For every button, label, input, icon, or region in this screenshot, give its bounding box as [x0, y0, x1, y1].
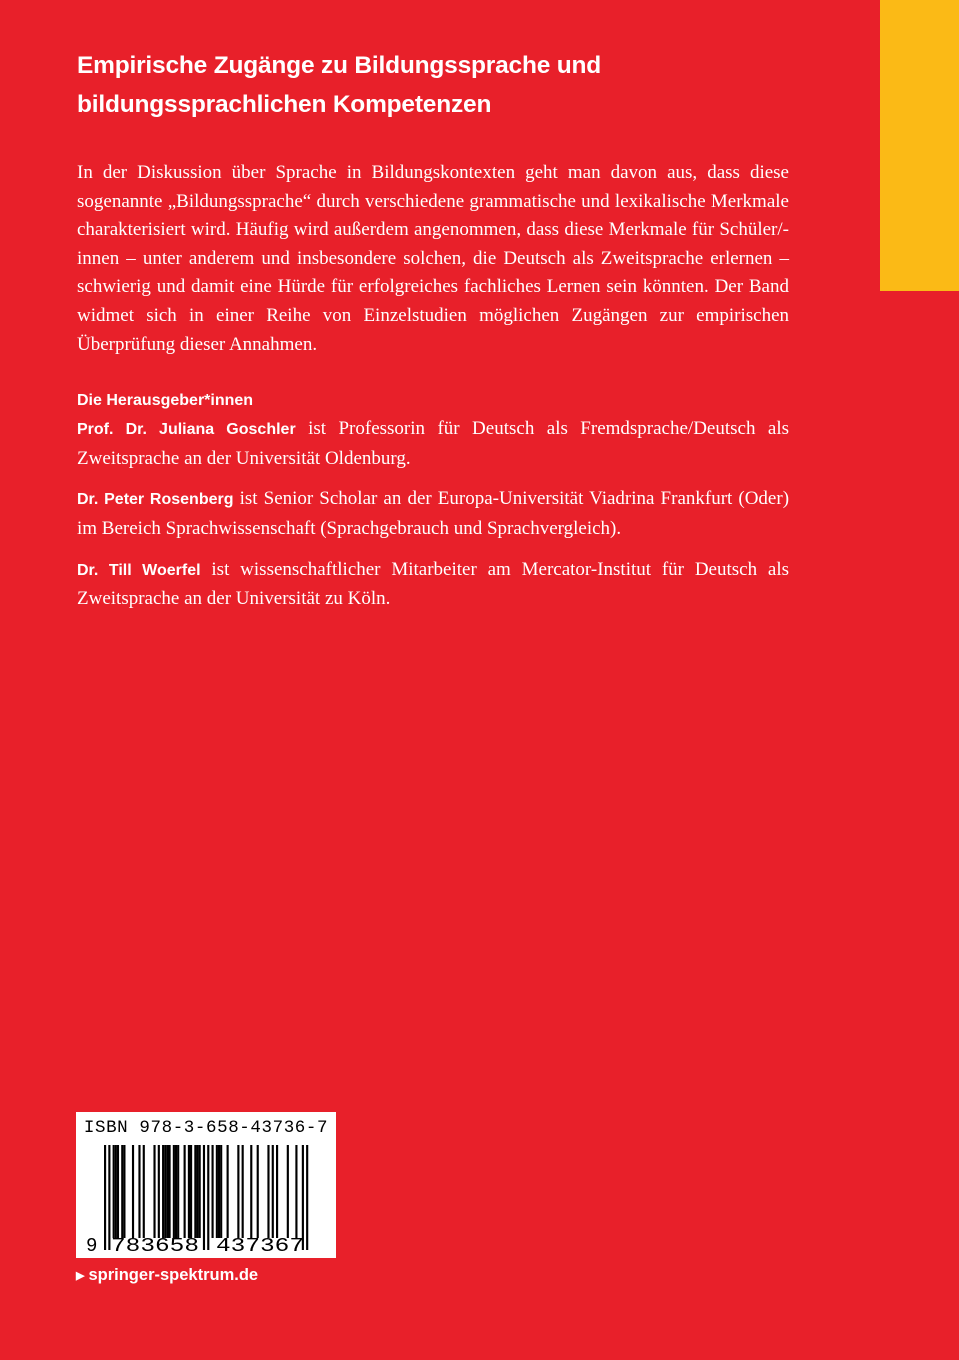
barcode-bar [138, 1145, 140, 1238]
triangle-right-icon: ▶ [76, 1270, 85, 1282]
barcode-bar [250, 1145, 252, 1238]
barcode-guard-bar [207, 1145, 209, 1250]
editors-heading: Die Herausgeber*innen [77, 392, 254, 410]
barcode-bar [295, 1145, 297, 1238]
book-title [77, 46, 789, 124]
website-link[interactable] [76, 1266, 258, 1285]
title-line-2: bildungssprachlichen Kompetenzen [77, 91, 492, 118]
barcode-first-digit: 9 [86, 1235, 98, 1257]
barcode-bar [184, 1145, 186, 1238]
barcode-bar [237, 1145, 239, 1238]
barcode-bar [194, 1145, 196, 1238]
yellow-accent-tab [880, 0, 959, 291]
isbn-label: ISBN 978-3-658-43736-7 [83, 1118, 329, 1138]
back-cover-text [77, 46, 789, 614]
editor-name: Dr. Till Woerfel [77, 561, 201, 579]
isbn-barcode [76, 1112, 336, 1258]
barcode-bar [123, 1145, 125, 1238]
website-url: springer-spektrum.de [88, 1266, 259, 1284]
editor-description: ist Professorin für Deutsch als Fremdsprache/Deutsch als Zweitsprache an der Universität Oldenburg. [77, 418, 789, 469]
barcode-bar [132, 1145, 134, 1238]
title-line-1: Empirische Zugänge zu Bildungssprache und [77, 52, 602, 79]
barcode-bar [166, 1145, 168, 1238]
barcode-bar [227, 1145, 229, 1238]
editor-bio [77, 485, 789, 543]
barcode-bar [162, 1145, 164, 1238]
barcode-guard-bar [203, 1145, 205, 1250]
editor-description: ist Senior Scholar an der Europa-Universität Viadrina Frankfurt (Oder) im Bereich Sprachwissenschaft (Sprachgebrauch und Sprachvergleich). [77, 488, 790, 539]
barcode-bar [287, 1145, 289, 1238]
barcode-bar [188, 1145, 190, 1238]
barcode-bar [175, 1145, 177, 1238]
barcode-bar [242, 1145, 244, 1238]
barcode-bar [113, 1145, 115, 1238]
editor-name: Prof. Dr. Juliana Goschler [77, 421, 296, 439]
barcode-bar [164, 1145, 166, 1238]
barcode-bar [117, 1145, 119, 1238]
barcode-guard-bar [104, 1145, 106, 1250]
barcode-bar [143, 1145, 145, 1238]
editor-description: ist wissenschaftlicher Mitarbeiter am Mercator-Institut für Deutsch als Zweitsprache an der Universität zu Köln. [77, 558, 790, 610]
barcode-bar [220, 1145, 222, 1238]
barcode-bar [276, 1145, 278, 1238]
barcode-guard-bar [306, 1145, 308, 1250]
barcode-bar [121, 1145, 123, 1238]
barcode-bar [272, 1145, 274, 1238]
barcode-bar [216, 1145, 218, 1238]
barcode-bar [158, 1145, 160, 1238]
barcode-bar [257, 1145, 259, 1238]
barcode-bar [177, 1145, 179, 1238]
barcode-right-digits: 437367 [216, 1235, 304, 1257]
barcode-bar [190, 1145, 192, 1238]
barcode-bar [169, 1145, 171, 1238]
editor-bio [77, 415, 789, 473]
blurb-paragraph: In der Diskussion über Sprache in Bildungskontexten geht man davon aus, dass diese sogenannte „Bildungssprache“ durch verschiedene grammatische und lexikalische Merkmale charakterisiert wird. Häufig wird außerdem angenommen, dass diese Merkmale für Schüler/-innen – unter anderem und insbesondere solchen, die Deutsch als Zweitsprache erlernen – schwierig und damit eine Hürde für erfolgreiches fachliches Lernen sein könnten. Der Band widmet sich in einer Reihe von Einzelstudien möglichen Zugängen zur empirischen Überprüfung dieser Annahmen. [77, 162, 789, 355]
barcode-bar [218, 1145, 220, 1238]
editor-name: Dr. Peter Rosenberg [77, 491, 234, 509]
barcode-bar [173, 1145, 175, 1238]
barcode-bar [196, 1145, 198, 1238]
barcode-bar [212, 1145, 214, 1238]
barcode-bar [199, 1145, 201, 1238]
barcode-left-digits: 783658 [111, 1235, 199, 1257]
editor-bio [77, 556, 789, 614]
barcode-bars [76, 1112, 336, 1258]
barcode-bar [115, 1145, 117, 1238]
barcode-bar [153, 1145, 155, 1238]
barcode-bar [267, 1145, 269, 1238]
